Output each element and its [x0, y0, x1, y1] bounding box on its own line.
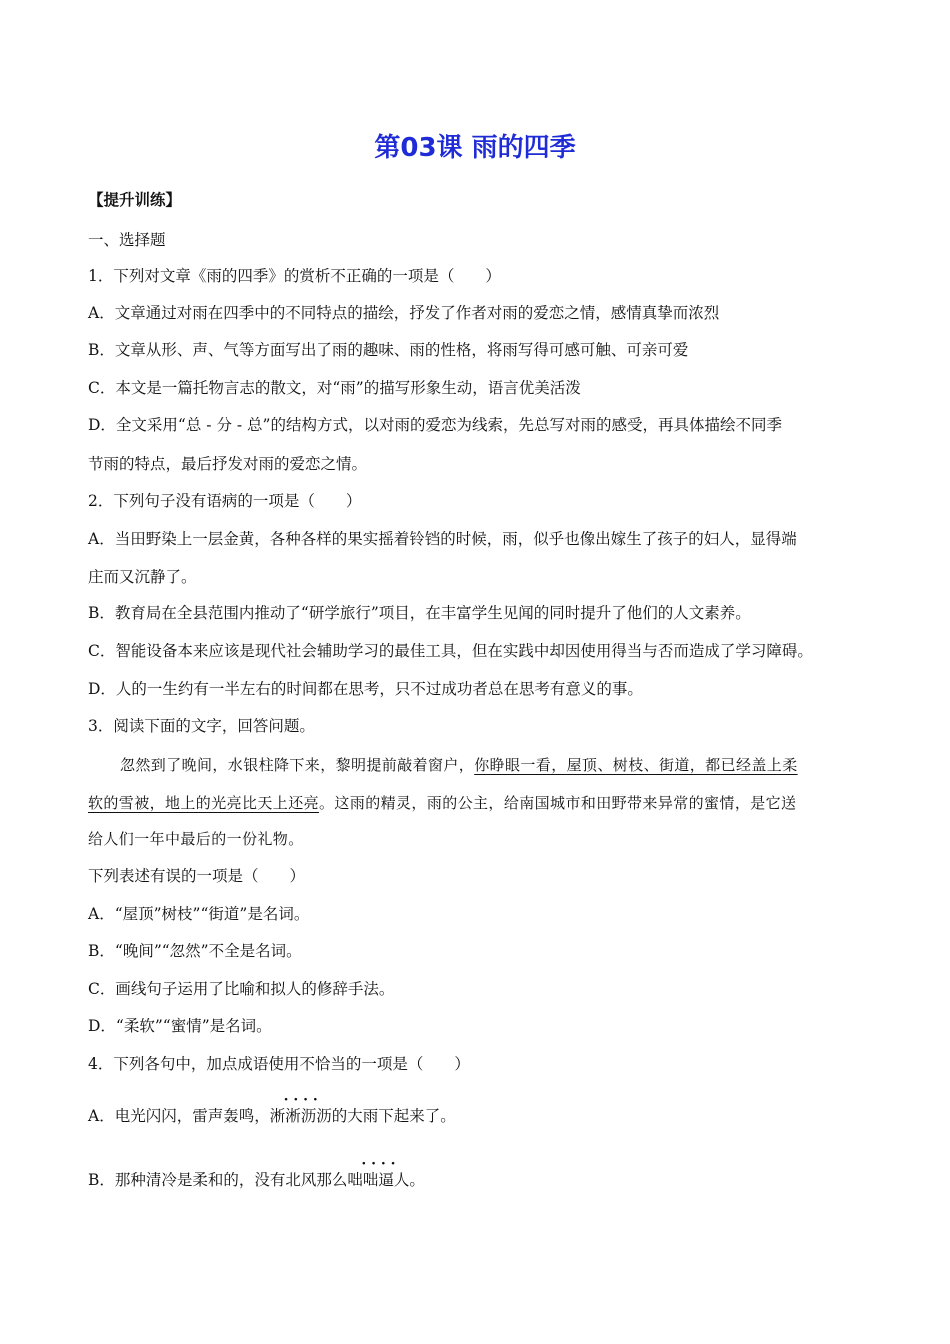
- question-1-option-c: C．本文是一篇托物言志的散文，对“雨”的描写形象生动，语言优美活泼: [88, 379, 581, 397]
- question-1-stem: 1．下列对文章《雨的四季》的赏析不正确的一项是（ ）: [88, 267, 501, 285]
- question-3-option-d: D．“柔软”“蜜情”是名词。: [88, 1017, 272, 1035]
- question-3-sub-stem: 下列表述有误的一项是（ ）: [88, 867, 306, 885]
- passage-line-1: [120, 755, 798, 775]
- question-2-option-a-line2: 庄而又沉静了。: [88, 568, 197, 586]
- question-3-option-c: C．画线句子运用了比喻和拟人的修辞手法。: [88, 980, 395, 998]
- question-2-stem: 2．下列句子没有语病的一项是（ ）: [88, 492, 362, 510]
- question-2-option-d: D．人的一生约有一半左右的时间都在思考，只不过成功者总在思考有意义的事。: [88, 680, 643, 698]
- emphasis-dots: · · · ·: [283, 1092, 318, 1108]
- part-heading: 一、选择题: [88, 231, 166, 249]
- idiom-text: 淅淅沥沥: [269, 1107, 332, 1125]
- question-1-option-d-line1: D．全文采用“总 - 分 - 总”的结构方式，以对雨的爱恋为线索，先总写对雨的感受，再具体描绘不同季: [88, 416, 782, 434]
- emphasized-idiom: [269, 1092, 332, 1126]
- question-3-option-b: B．“晚间”“忽然”不全是名词。: [88, 942, 302, 960]
- underlined-sentence: 你睁眼一看，屋顶、树枝、街道，都已经盖上柔: [474, 756, 798, 774]
- passage-text: 。这雨的精灵，雨的公主，给南国城市和田野带来异常的蜜情，是它送: [319, 794, 797, 812]
- question-1-option-d-line2: 节雨的特点，最后抒发对雨的爱恋之情。: [88, 455, 368, 473]
- question-2-option-a-line1: A．当田野染上一层金黄，各种各样的果实摇着铃铛的时候，雨，似乎也像出嫁生了孩子的妇人，显得端: [88, 530, 797, 548]
- question-3-option-a: A．“屋顶”树枝”“街道”是名词。: [88, 905, 310, 923]
- option-text: B．那种清冷是柔和的，没有北风那么: [88, 1171, 348, 1189]
- question-4-stem: 4．下列各句中，加点成语使用不恰当的一项是（ ）: [88, 1055, 470, 1073]
- question-4-option-a: [88, 1092, 456, 1126]
- underlined-sentence: 软的雪被，地上的光亮比天上还亮: [88, 794, 320, 812]
- emphasized-idiom: [347, 1156, 410, 1190]
- question-1-option-b: B．文章从形、声、气等方面写出了雨的趣味、雨的性格，将雨写得可感可触、可亲可爱: [88, 341, 689, 359]
- question-2-option-c: C．智能设备本来应该是现代社会辅助学习的最佳工具，但在实践中却因使用得当与否而造成了学习障碍。: [88, 642, 813, 660]
- option-text: A．电光闪闪，雷声轰鸣，: [88, 1107, 270, 1125]
- emphasis-dots: · · · ·: [361, 1156, 396, 1172]
- question-3-stem: 3．阅读下面的文字，回答问题。: [88, 717, 315, 735]
- passage-text: 忽然到了晚间，水银柱降下来，黎明提前敲着窗户，: [120, 756, 475, 774]
- page-title: 第03课 雨的四季: [374, 133, 576, 163]
- option-text: 的大雨下起来了。: [331, 1107, 456, 1125]
- passage-line-3: 给人们一年中最后的一份礼物。: [88, 830, 304, 848]
- idiom-text: 咄咄逼人: [347, 1171, 410, 1189]
- option-text: 。: [409, 1171, 425, 1189]
- question-1-option-a: A．文章通过对雨在四季中的不同特点的描绘，抒发了作者对雨的爱恋之情，感情真挚而浓烈: [88, 304, 720, 322]
- question-2-option-b: B．教育局在全县范围内推动了“研学旅行”项目，在丰富学生见闻的同时提升了他们的人文素养。: [88, 604, 751, 622]
- question-4-option-b: [88, 1156, 425, 1190]
- section-header: 【提升训练】: [88, 191, 182, 209]
- passage-line-2: [88, 793, 796, 813]
